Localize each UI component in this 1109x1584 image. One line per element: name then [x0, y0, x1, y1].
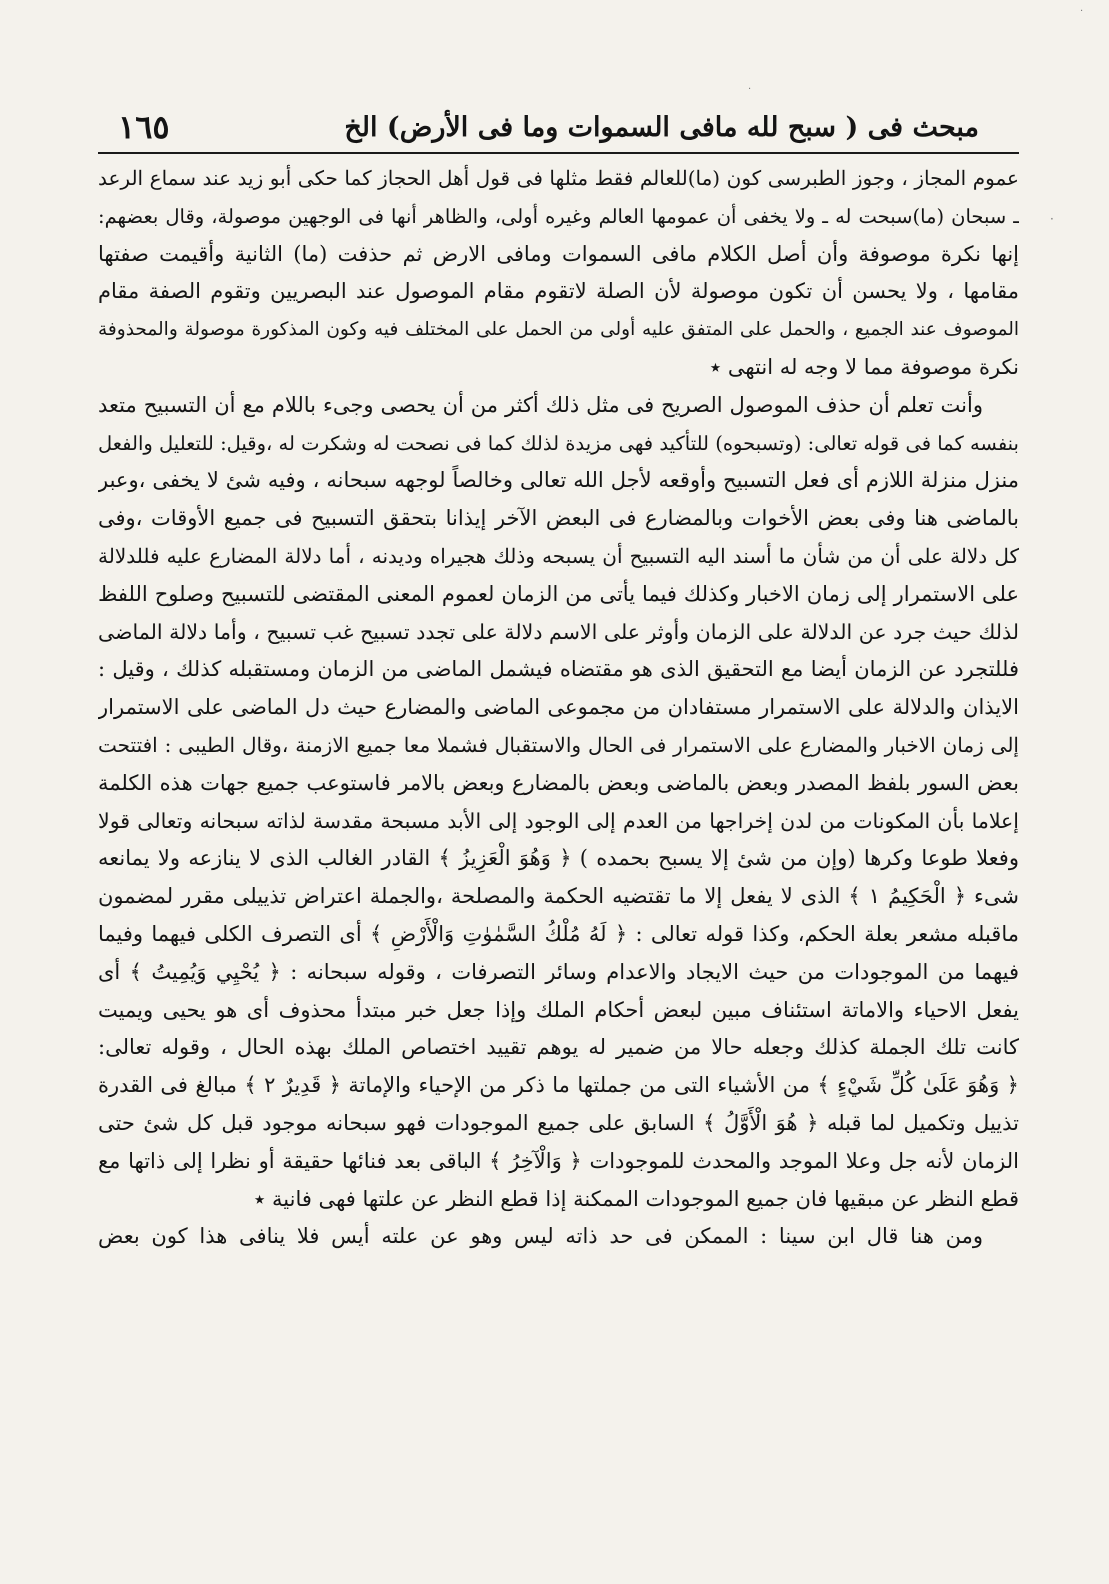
text-line: نكرة موصوفة مما لا وجه له انتهى ٭ — [709, 354, 1019, 379]
text-line: الموصوف عند الجميع ، والحمل على المتفق عليه أولى من الحمل على المختلف فيه وكون المذكورة موصولة والمحذوفة — [98, 319, 1019, 341]
text-line: وأنت تعلم أن حذف الموصول الصريح فى مثل ذلك أكثر من أن يحصى وجىء باللام مع أن التسبيح متعد — [98, 392, 983, 417]
scan-speck: · — [1080, 6, 1084, 17]
text-line: ﴿ وَهُوَ عَلَىٰ كُلِّ شَيْءٍ ﴾ من الأشياء التى من جملتها ما ذكر من الإحياء والإماتة ﴿ قَدِيرٌ ٢ ﴾ مبالغ فى القدرة — [98, 1073, 1019, 1098]
text-line: يفعل الاحياء والاماتة استئناف مبين لبعض أحكام الملك وإذا جعل خبر مبتدأ محذوف أى هو يحيى ويميت — [98, 997, 1019, 1022]
text-line: شىء ﴿ الْحَكِيمُ ١ ﴾ الذى لا يفعل إلا ما تقتضيه الحكمة والمصلحة ،والجملة اعتراض تذييلى مقرر لمضمون — [98, 884, 1019, 909]
text-line: عموم المجاز ، وجوز الطبرسى كون (ما)للعالم فقط مثلها فى قول أهل الحجاز كما حكى أبو زيد عند سماع الرعد — [98, 166, 1019, 190]
scan-speck: · — [748, 84, 752, 95]
text-line: كانت تلك الجملة كذلك وجعله حالا من ضمير له يوهم تقييد اختصاص الملك بهذه الحال ، وقوله تعالى: — [98, 1035, 1019, 1060]
text-line: فيهما من الموجودات من حيث الايجاد والاعدام وسائر التصرفات ، وقوله سبحانه : ﴿ يُحْيِي وَيُمِيتُ ﴾ أى — [98, 959, 1019, 984]
text-line: منزل منزلة اللازم أى فعل التسبيح وأوقعه لأجل الله تعالى وخالصاً لوجهه سبحانه ، وفيه شئ لا يخفى ،وعبر — [98, 468, 1019, 493]
text-line: إنها نكرة موصوفة وأن أصل الكلام مافى السموات ومافى الارض ثم حذفت (ما) الثانية وأقيمت صفتها — [98, 241, 1019, 266]
text-line: ومن هنا قال ابن سينا : الممكن فى حد ذاته ليس وهو عن علته أيس فلا ينافى هذا كون بعض — [98, 1224, 983, 1249]
text-line: مقامها ، ولا يحسن أن تكون موصولة لأن الصلة لاتقوم مقام الموصول عند البصريين وتقوم الصفة مقام — [98, 279, 1019, 304]
scan-speck: · — [1050, 212, 1054, 226]
text-line: قطع النظر عن مبقيها فان جميع الموجودات الممكنة إذا قطع النظر عن علتها فهى فانية ٭ — [253, 1186, 1019, 1211]
text-line: إلى زمان الاخبار والمضارع على الاستمرار فى الحال والاستقبال فشملا معا جميع الازمنة ،وقال الطيبى : افتتحت — [98, 732, 1019, 757]
text-line: بالماضى هنا وفى بعض الأخوات وبالمضارع فى البعض الآخر إيذانا بتحقق التسبيح فى جميع الأوقات ،وفى — [98, 506, 1019, 531]
body-text — [98, 160, 1019, 1256]
header-title: مبحث فى ( سبح لله مافى السموات وما فى الأرض) الخ — [344, 112, 979, 143]
page-number: ١٦٥ — [118, 108, 170, 146]
text-line: لذلك حيث جرد عن الدلالة على الزمان وأوثر على الاسم دلالة على تجدد تسبيح غب تسبيح ، وأما دلالة الماضى — [98, 619, 1019, 644]
text-line: ماقبله مشعر بعلة الحكم، وكذا قوله تعالى : ﴿ لَهُ مُلْكُ السَّمٰوٰتِ وَالْأَرْضِ ﴾ أى التصرف الكلى فيهما وفيما — [98, 921, 1019, 946]
text-line: فللتجرد عن الزمان أيضا مع التحقيق الذى هو مقتضاه فيشمل الماضى من الزمان ومستقبله كذلك ، وقيل : — [98, 657, 1019, 682]
text-line: الايذان والدلالة على الاستمرار مستفادان من مجموعى الماضى والمضارع حيث دل الماضى على الاستمرار — [98, 695, 1019, 720]
text-line: بعض السور بلفظ المصدر وبعض بالماضى وبعض بالمضارع وبعض بالامر فاستوعب جميع جهات هذه الكلمة — [98, 770, 1019, 795]
text-line: تذييل وتكميل لما قبله ﴿ هُوَ الْأَوَّلُ ﴾ السابق على جميع الموجودات فهو سبحانه موجود قبل كل شئ حتى — [98, 1110, 1019, 1135]
text-line: الزمان لأنه جل وعلا الموجد والمحدث للموجودات ﴿ وَالْآخِرُ ﴾ الباقى بعد فنائها حقيقة أو نظرا إلى ذاتها مع — [98, 1148, 1019, 1173]
text-line: كل دلالة على أن من شأن ما أسند اليه التسبيح أن يسبحه وذلك هجيراه وديدنه ، أما دلالة المضارع عليه فللدلالة — [98, 543, 1019, 568]
text-line: وفعلا طوعا وكرها (وإن من شئ إلا يسبح بحمده ) ﴿ وَهُوَ الْعَزِيزُ ﴾ القادر الغالب الذى لا ينازعه ولا يمانعه — [98, 846, 1019, 871]
running-header — [98, 108, 979, 154]
text-line: ـ سبحان (ما)سبحت له ـ ولا يخفى أن عمومها العالم وغيره أولى، والظاهر أنها فى الوجهين موصولة، وقال بعضهم: — [98, 204, 1019, 228]
text-line: على الاستمرار إلى زمان الاخبار وكذلك فيما يأتى من الزمان لعموم المعنى المقتضى للتسبيح وصلوح اللفظ — [98, 581, 1019, 606]
text-line: إعلاما بأن المكونات من لدن إخراجها من العدم إلى الوجود إلى الأبد مسبحة مقدسة لذاته سبحانه وتعالى قولا — [98, 808, 1019, 833]
header-rule — [98, 152, 1019, 154]
text-line: بنفسه كما فى قوله تعالى: (وتسبحوه) للتأكيد فهى مزيدة لذلك كما فى نصحت له وشكرت له ،وقيل: للتعليل والفعل — [98, 431, 1019, 455]
